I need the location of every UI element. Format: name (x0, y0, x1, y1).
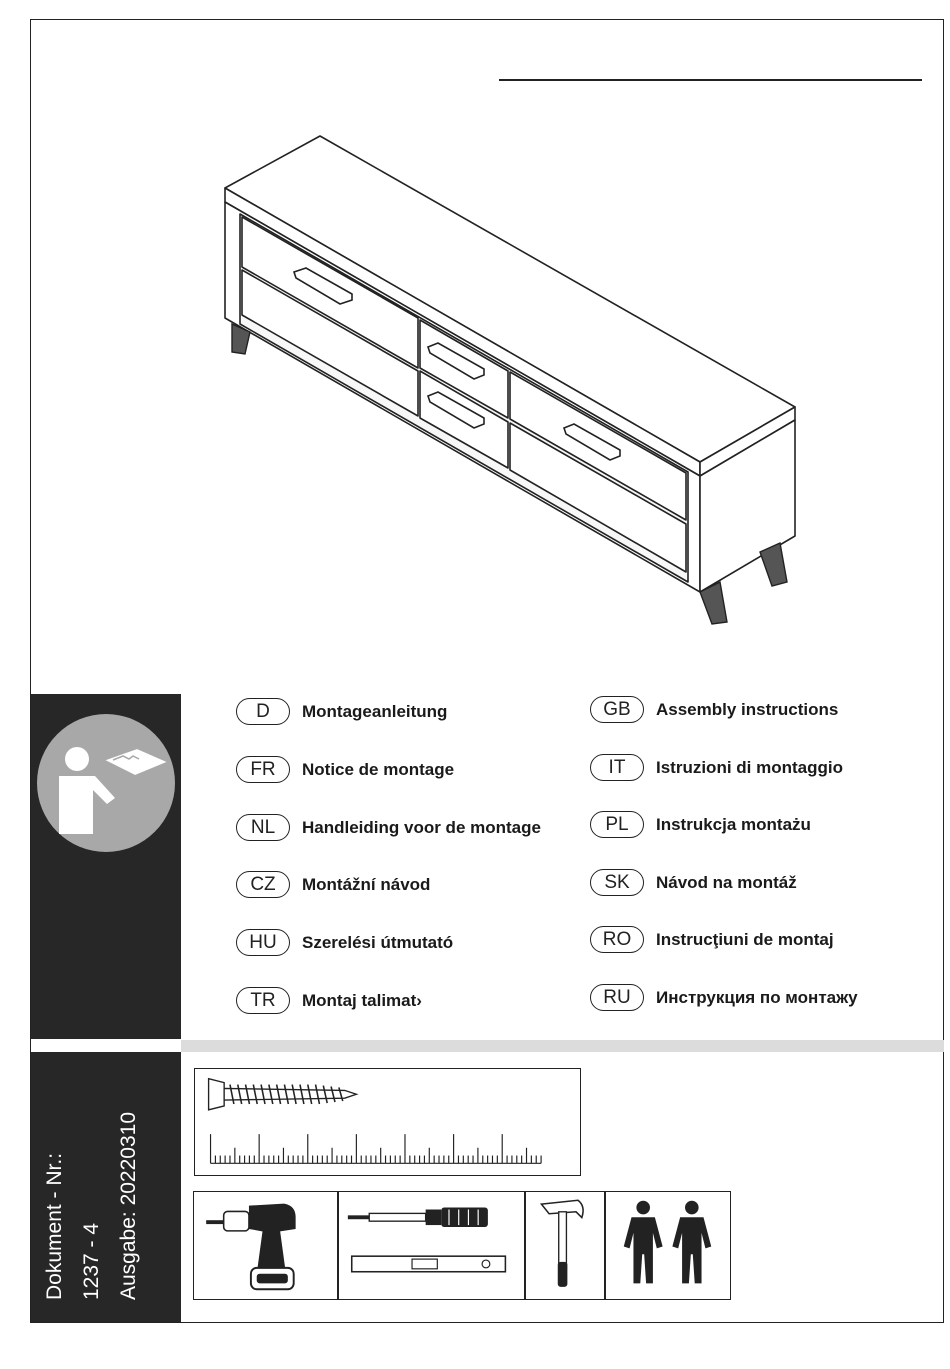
document-number: 1237 - 4 (80, 1222, 103, 1300)
drill-box (193, 1191, 338, 1300)
read-instructions-icon (37, 714, 175, 852)
language-code: IT (590, 754, 644, 781)
language-code: TR (236, 987, 290, 1014)
ruler-icon (211, 1134, 542, 1163)
hammer-icon (526, 1192, 603, 1298)
language-item-sk (590, 869, 797, 896)
language-code: CZ (236, 871, 290, 898)
hammer-box (525, 1191, 605, 1300)
document-edition: Ausgabe: 20220310 (117, 1111, 140, 1300)
language-item-pl (590, 811, 811, 838)
language-item-cz (236, 871, 430, 898)
language-item-d (236, 698, 447, 725)
language-code: RU (590, 984, 644, 1011)
document-info (36, 1055, 176, 1300)
language-item-tr (236, 987, 422, 1014)
persons-box (605, 1191, 731, 1300)
section-divider (181, 1040, 944, 1052)
language-code: PL (590, 811, 644, 838)
language-code: D (236, 698, 290, 725)
language-code: FR (236, 756, 290, 783)
language-label: Handleiding voor de montage (302, 817, 541, 837)
title-line (499, 79, 922, 81)
language-label: Montaj talimat› (302, 990, 422, 1010)
language-label: Návod na montáž (656, 872, 797, 892)
cordless-drill-icon (194, 1192, 336, 1298)
language-label: Szerelési útmutató (302, 932, 454, 952)
screwdriver-level-box (338, 1191, 525, 1300)
spirit-level-icon (352, 1256, 506, 1272)
language-item-gb (590, 696, 838, 723)
screw-icon (209, 1079, 357, 1110)
language-item-nl (236, 814, 541, 841)
screw-ruler-box (194, 1068, 581, 1176)
language-item-hu (236, 929, 453, 956)
language-label: Montageanleitung (302, 701, 448, 721)
language-label: Assembly instructions (656, 699, 839, 719)
language-code: NL (236, 814, 290, 841)
language-item-ru (590, 984, 858, 1011)
two-persons-icon (606, 1192, 729, 1298)
language-item-ro (590, 926, 834, 953)
language-label: Instrucţiuni de montaj (656, 929, 834, 949)
language-item-it (590, 754, 843, 781)
screwdriver-icon (348, 1208, 488, 1227)
language-code: RO (590, 926, 644, 953)
language-label: Notice de montage (302, 759, 455, 779)
sideboard-illustration (200, 120, 820, 640)
language-code: GB (590, 696, 644, 723)
language-label: Инструкция по монтажу (656, 987, 858, 1007)
language-code: SK (590, 869, 644, 896)
language-code: HU (236, 929, 290, 956)
document-number-label: Dokument - Nr.: (43, 1152, 66, 1300)
language-item-fr (236, 756, 454, 783)
language-label: Instrukcja montażu (656, 814, 811, 834)
language-label: Istruzioni di montaggio (656, 757, 843, 777)
language-label: Montážní návod (302, 874, 431, 894)
